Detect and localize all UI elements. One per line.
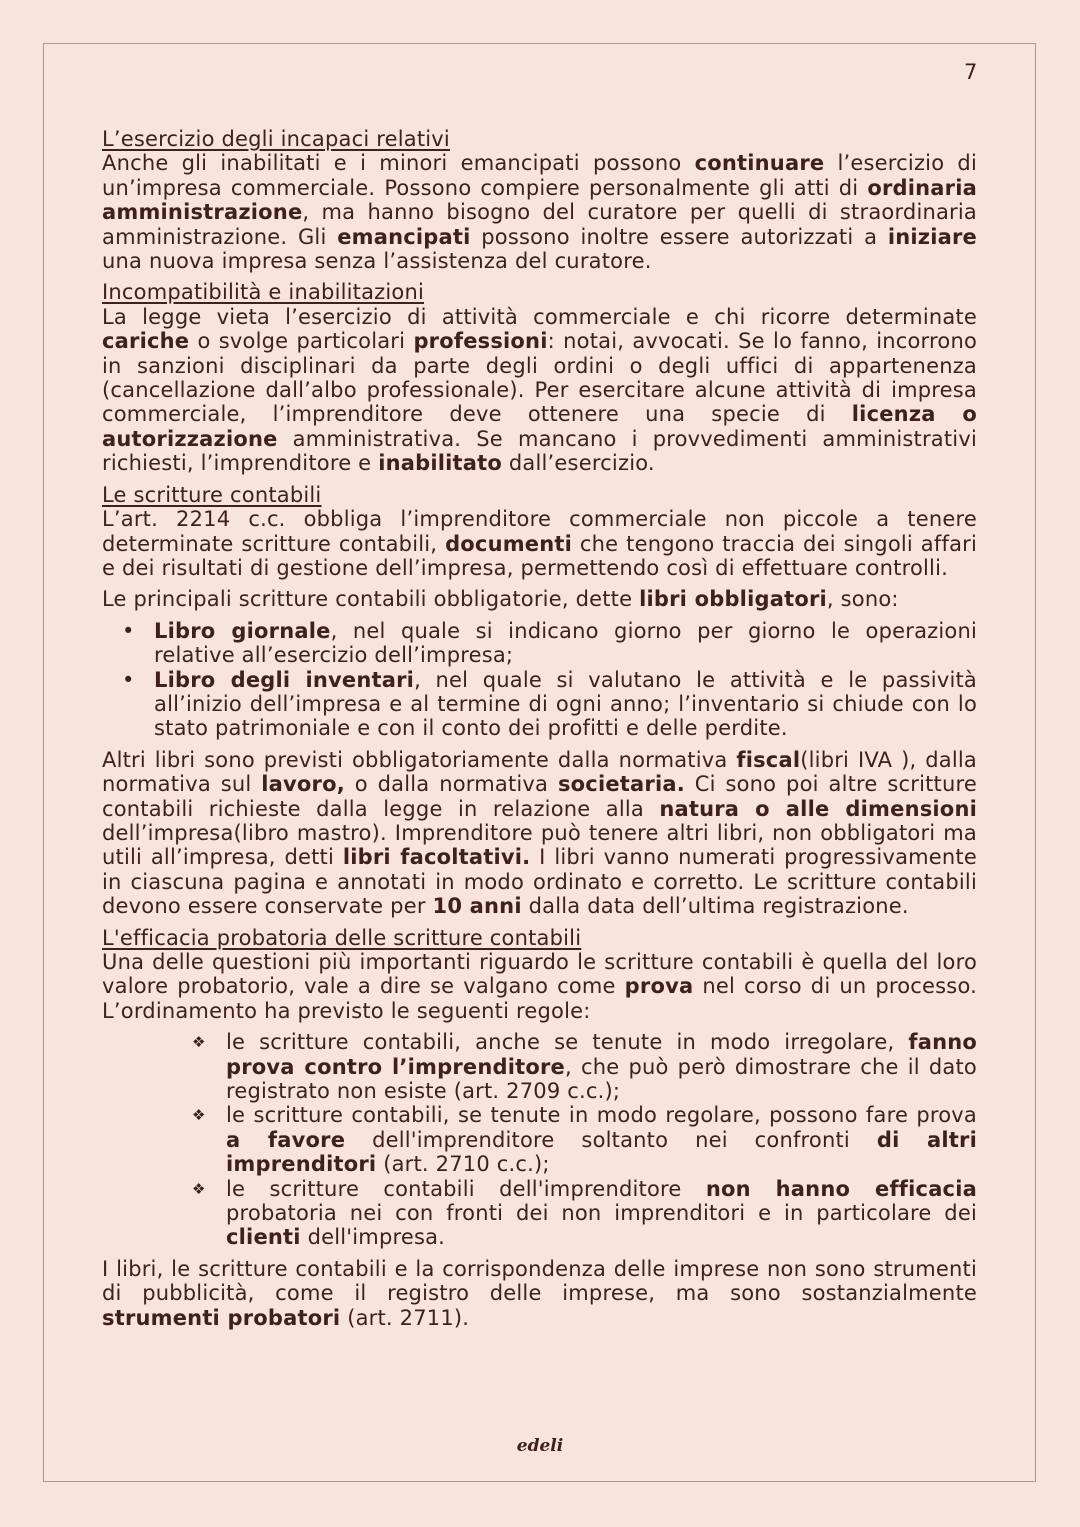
paragraph-libri-obbligatori: Le principali scritture contabili obbligatorie, dette libri obbligatori, sono: bbox=[102, 587, 899, 612]
paragraph-efficacia: Una delle questioni più importanti riguardo le scritture contabili è quella del loro valore probatorio, vale a dire se valgano come prova nel corso di un processo. L’ordinamento ha previsto le seguenti regole: bbox=[102, 950, 977, 1023]
four-diamond-icon: ❖ bbox=[192, 1033, 206, 1052]
regole-list bbox=[102, 1030, 977, 1250]
section-title-efficacia: L'efficacia probatoria delle scritture contabili bbox=[102, 925, 582, 950]
libri-obbligatori-list bbox=[102, 619, 977, 741]
four-diamond-icon: ❖ bbox=[192, 1179, 206, 1198]
paragraph-incapaci: Anche gli inabilitati e i minori emancipati possono continuare l’esercizio di un’impresa commerciale. Possono compiere personalmente gli atti di ordinaria amministrazione, ma hanno bisogno del curatore per quelli di straordinaria amministrazione. Gli emancipati possono inoltre essere autorizzati a iniziare una nuova impresa senza l’assistenza del curatore. bbox=[102, 151, 977, 274]
list-item: • Libro degli inventari, nel quale si valutano le attività e le passività all’inizio dell’impresa e al termine di ogni anno; l’inventario si chiude con lo stato patrimoniale e con il conto dei profitti e delle perdite. bbox=[154, 668, 977, 741]
section-title-scritture: Le scritture contabili bbox=[102, 482, 322, 507]
section-title-incompatibilita: Incompatibilità e inabilitazioni bbox=[102, 280, 425, 305]
list-item: • Libro giornale, nel quale si indicano giorno per giorno le operazioni relative all’esercizio dell’impresa; bbox=[154, 619, 977, 668]
author-signature: edeli bbox=[516, 1436, 564, 1456]
section-title-incapaci: L’esercizio degli incapaci relativi bbox=[102, 127, 450, 151]
page-number: 7 bbox=[964, 60, 978, 84]
paragraph-altri-libri: Altri libri sono previsti obbligatoriamente dalla normativa fiscal(libri IVA ), dalla normativa sul lavoro, o dalla normativa societaria. Ci sono poi altre scritture contabili richieste dalla legge in relazione alla natura o alle dimensioni dell’impresa(libro mastro). Imprenditore può tenere altri libri, non obbligatori ma utili all’impresa, detti libri facoltativi. I libri vanno numerati progressivamente in ciascuna pagina e annotati in modo ordinato e corretto. Le scritture contabili devono essere conservate per 10 anni dalla data dell’ultima registrazione. bbox=[102, 747, 977, 919]
paragraph-scritture-intro: L’art. 2214 c.c. obbliga l’imprenditore commerciale non piccole a tenere determinate scritture contabili, documenti che tengono traccia dei singoli affari e dei risultati di gestione dell’impresa, permettendo così di effettuare controlli. bbox=[102, 507, 978, 580]
paragraph-conclusione: I libri, le scritture contabili e la corrispondenza delle imprese non sono strumenti di pubblicità, come il registro delle imprese, ma sono sostanzialmente strumenti probatori (art. 2711). bbox=[102, 1256, 977, 1330]
paragraph-incompatibilita: La legge vieta l’esercizio di attività commerciale e chi ricorre determinate cariche o svolge particolari professioni: notai, avvocati. Se lo fanno, incorrono in sanzioni disciplinari da parte degli ordini o degli uffici di appartenenza (cancellazione dall’albo professionale). Per esercitare alcune attività di impresa commerciale, l’imprenditore deve ottenere una specie di licenza o autorizzazione amministrativa. Se mancano i provvedimenti amministrativi richiesti, l’imprenditore e inabilitato dall’esercizio. bbox=[102, 304, 977, 476]
document-body bbox=[102, 127, 977, 1330]
four-diamond-icon: ❖ bbox=[192, 1106, 206, 1125]
list-item: ❖ le scritture contabili, anche se tenute in modo irregolare, fanno prova contro l’imprenditore, che può però dimostrare che il dato registrato non esiste (art. 2709 c.c.); bbox=[192, 1030, 977, 1104]
list-item: ❖ le scritture contabili, se tenute in modo regolare, possono fare prova a favore dell'imprenditore soltanto nei confronti di altri imprenditori (art. 2710 c.c.); bbox=[192, 1103, 978, 1177]
list-item: ❖ le scritture contabili dell'imprenditore non hanno efficacia probatoria nei con fronti dei non imprenditori e in particolare dei clienti dell'impresa. bbox=[192, 1176, 977, 1250]
